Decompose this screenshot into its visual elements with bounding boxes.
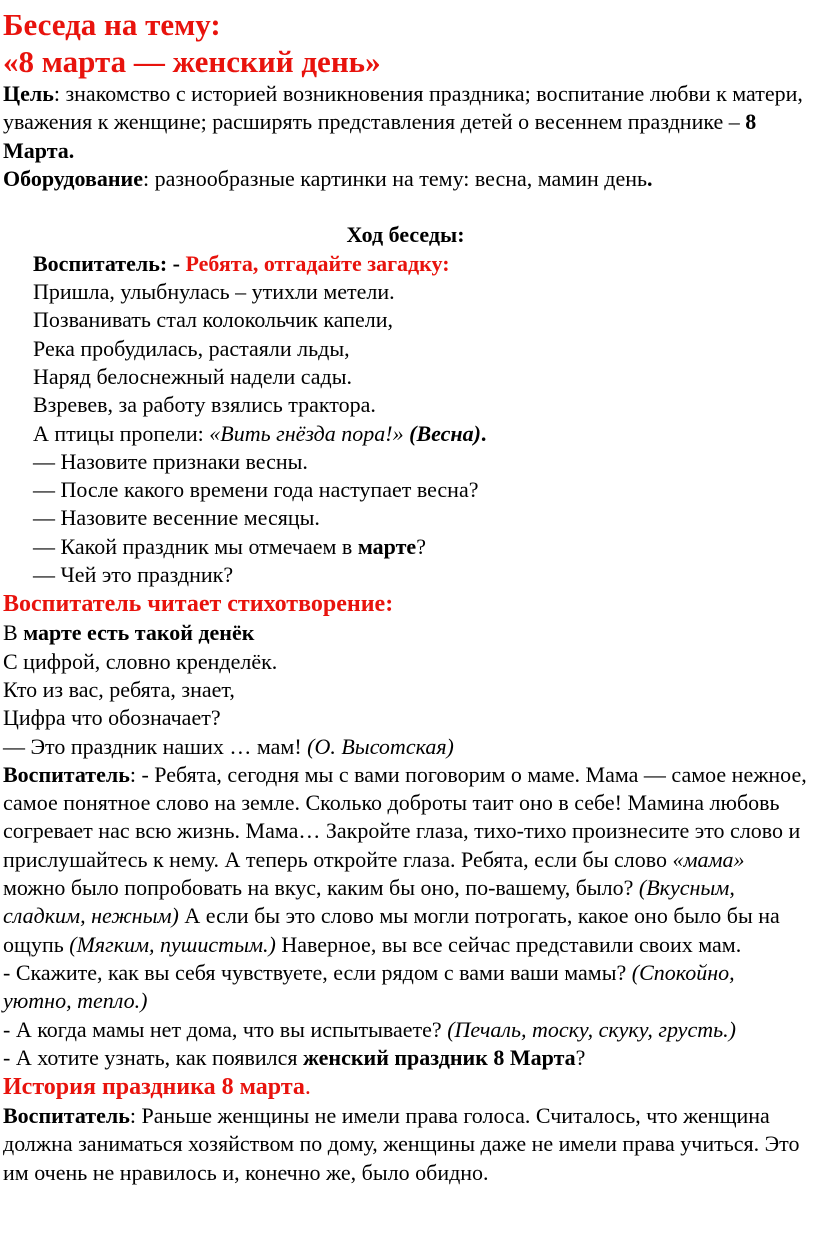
poem-last-pre: — Это праздник наших … мам! bbox=[3, 733, 308, 759]
talk-label: Воспитатель bbox=[3, 761, 130, 787]
question-march-bold: марте bbox=[357, 533, 417, 559]
poem-heading: Воспитатель читает стихотворение: bbox=[3, 591, 394, 618]
teacher-label: Воспитатель: - bbox=[33, 250, 186, 276]
poem-first-pre: В bbox=[3, 620, 24, 646]
spacer bbox=[3, 193, 808, 221]
talk-answer-1: (Вкусным, сладким, нежным) bbox=[3, 875, 735, 929]
history-label: Воспитатель bbox=[3, 1103, 130, 1129]
conversation-heading-text: Ход беседы: bbox=[346, 222, 465, 248]
teacher-riddle-intro bbox=[3, 250, 808, 278]
history-heading-text: История праздника 8 марта bbox=[3, 1074, 305, 1101]
question-march bbox=[33, 533, 808, 561]
talk-q3-bold: женский праздник 8 Марта bbox=[302, 1044, 576, 1070]
talk-q1-text: - Скажите, как вы себя чувствуете, если рядом с вами ваши мамы? bbox=[3, 959, 632, 985]
question-line: — Назовите признаки весны. bbox=[33, 448, 308, 474]
history-paragraph bbox=[3, 1102, 808, 1187]
talk-text-1: : - Ребята, сегодня мы с вами поговорим о маме. Мама — самое нежное, самое понятное слово на земле. Сколько доброты таит оно в себе! Мамина любовь согревает нас всю жизнь. Мама… Закройте глаза, тихо-тихо произнесите это слово и прислушайтесь к нему. А теперь откройте глаза. Ребята, если бы слово bbox=[3, 761, 807, 872]
conversation-heading bbox=[3, 221, 808, 249]
history-heading-dot: . bbox=[304, 1074, 311, 1101]
poem-first-bold: марте есть такой денёк bbox=[23, 620, 255, 646]
poem-line: Цифра что обозначает? bbox=[3, 705, 221, 731]
poem-line: С цифрой, словно кренделёк. bbox=[3, 648, 278, 674]
goal-bold-tail: 8 Марта. bbox=[3, 109, 757, 163]
talk-q3-pre: - А хотите узнать, как появился bbox=[3, 1044, 303, 1070]
talk-text-3: А если бы это слово мы могли потрогать, какое оно было бы на ощупь bbox=[3, 903, 780, 957]
riddle-line: Взревев, за работу взялись трактора. bbox=[33, 392, 376, 418]
riddle-line: Позванивать стал колокольчик капели, bbox=[33, 307, 394, 333]
riddle-line: Пришла, улыбнулась – утихли метели. bbox=[33, 279, 395, 305]
goal-paragraph bbox=[3, 80, 808, 165]
poem bbox=[3, 619, 808, 760]
question-march-post: ? bbox=[416, 533, 426, 559]
history-heading bbox=[3, 1072, 808, 1102]
equipment-paragraph bbox=[3, 165, 808, 193]
talk-paragraph bbox=[3, 761, 808, 959]
riddle-last-pre: А птицы пропели: bbox=[33, 420, 210, 446]
equipment-label: Оборудование bbox=[3, 165, 143, 191]
talk-q2-answer: (Печаль, тоску, скуку, грусть.) bbox=[447, 1016, 736, 1042]
talk-question-2 bbox=[3, 1016, 808, 1044]
talk-q2-text: - А когда мамы нет дома, что вы испытываете? bbox=[3, 1016, 448, 1042]
poem-author: (О. Высотская) bbox=[307, 733, 454, 759]
riddle bbox=[3, 278, 808, 589]
talk-q1-answer: (Спокойно, уютно, тепло.) bbox=[3, 959, 735, 1014]
question-march-pre: — Какой праздник мы отмечаем в bbox=[33, 533, 358, 559]
riddle-line: Наряд белоснежный надели сады. bbox=[33, 363, 353, 389]
poem-line: Кто из вас, ребята, знает, bbox=[3, 676, 235, 702]
equipment-text: : разнообразные картинки на тему: весна, мамин день bbox=[142, 165, 648, 191]
goal-label: Цель bbox=[3, 81, 54, 106]
talk-q3-post: ? bbox=[575, 1044, 586, 1070]
teacher-prompt: Ребята, отгадайте загадку: bbox=[185, 250, 450, 276]
goal-text: : знакомство с историей возникновения праздника; воспитание любви к матери, уважения к женщине; расширять представления детей о весеннем празднике – bbox=[3, 81, 803, 135]
question-line: — Назовите весенние месяцы. bbox=[33, 505, 320, 531]
title-line-1: Беседа на тему: bbox=[3, 7, 221, 42]
riddle-answer: (Весна) bbox=[403, 420, 481, 446]
question-line: — После какого времени года наступает весна? bbox=[33, 477, 479, 503]
talk-word: «мама» bbox=[672, 846, 745, 872]
riddle-last-line bbox=[33, 420, 808, 448]
page-title bbox=[3, 6, 808, 80]
riddle-dot: . bbox=[480, 420, 487, 446]
question-line: — Чей это праздник? bbox=[33, 562, 234, 588]
poem-last-line bbox=[3, 733, 808, 761]
riddle-line: Река пробудилась, растаяли льды, bbox=[33, 335, 350, 361]
talk-answer-2: (Мягким, пушистым.) bbox=[69, 931, 276, 957]
title-line-2: «8 марта — женский день» bbox=[3, 44, 381, 79]
riddle-quote: «Вить гнёзда пора!» bbox=[209, 420, 404, 446]
talk-text-4: Наверное, вы все сейчас представили своих мам. bbox=[275, 931, 742, 957]
poem-first-line bbox=[3, 619, 808, 647]
talk-text-2: можно было попробовать на вкус, каким бы оно, по-вашему, было? bbox=[3, 875, 639, 901]
equipment-dot: . bbox=[647, 165, 653, 191]
talk-question-3 bbox=[3, 1044, 808, 1072]
talk-question-1 bbox=[3, 959, 808, 1016]
history-text: : Раньше женщины не имели права голоса. Считалось, что женщина должна заниматься хозяйством по дому, женщины даже не имели права учиться. Это им очень не нравилось и, конечно же, было обидно. bbox=[3, 1103, 800, 1185]
